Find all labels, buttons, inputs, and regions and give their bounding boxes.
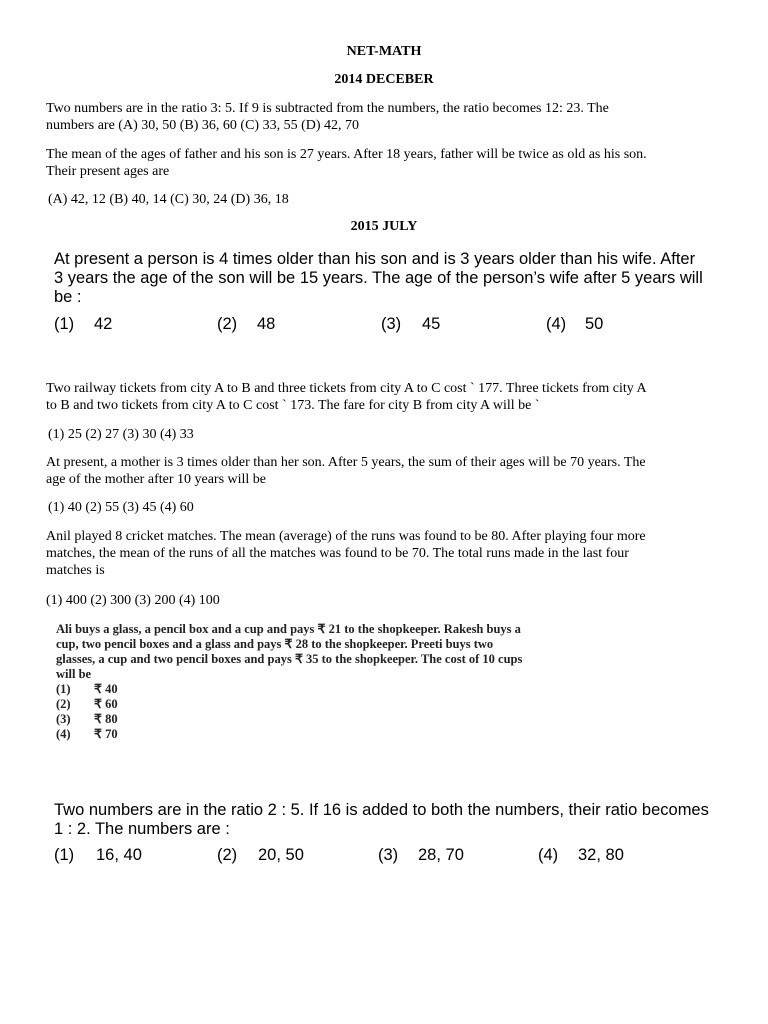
q7-option-2 [56,697,522,712]
q8-option-2-num: (2) [217,846,238,864]
q3-option-3-num: (3) [381,315,402,333]
question-1-line-2: numbers are (A) 30, 50 (B) 36, 60 (C) 33, 55 (D) 42, 70 [46,118,359,133]
question-5-line-2: age of the mother after 10 years will be [46,472,267,487]
session-heading-2015: 2015 JULY [350,219,418,234]
q7-option-4-value: ₹ 70 [94,727,118,741]
question-5 [46,454,646,488]
question-6-line-1: Anil played 8 cricket matches. The mean (average) of the runs was found to be 80. After playing four more [46,529,646,544]
question-6-line-2: matches, the mean of the runs of all the matches was found to be 70. The total runs made in the last four [46,546,629,561]
q7-option-1-num: (1) [56,682,71,696]
question-4-line-1: Two railway tickets from city A to B and three tickets from city A to C cost ` 177. Three tickets from city A [46,381,647,396]
q8-option-4-value: 32, 80 [578,846,624,864]
question-8-options [0,846,768,868]
question-4-options: (1) 25 (2) 27 (3) 30 (4) 33 [48,427,194,442]
question-5-line-1: At present, a mother is 3 times older than her son. After 5 years, the sum of their ages will be 70 years. The [46,455,646,470]
question-3-line-3: be : [54,288,82,306]
q7-option-2-value: ₹ 60 [94,697,118,711]
question-1-line-1: Two numbers are in the ratio 3: 5. If 9 is subtracted from the numbers, the ratio becomes 12: 23. The [46,101,609,116]
question-3 [54,250,703,307]
q7-option-3-num: (3) [56,712,71,726]
question-8-line-2: 1 : 2. The numbers are : [54,820,230,838]
q3-option-1-value: 42 [94,315,113,333]
q3-option-3-value: 45 [422,315,441,333]
question-2-options: (A) 42, 12 (B) 40, 14 (C) 30, 24 (D) 36, 18 [48,192,289,207]
q7-option-4-num: (4) [56,727,71,741]
q7-option-2-num: (2) [56,697,71,711]
question-8 [54,801,709,839]
q3-option-4-value: 50 [585,315,604,333]
question-2-line-2: Their present ages are [46,164,170,179]
question-5-options: (1) 40 (2) 55 (3) 45 (4) 60 [48,500,194,515]
question-7-line-2: cup, two pencil boxes and a glass and pays ₹ 28 to the shopkeeper. Preeti buys two [56,637,494,651]
q7-option-3 [56,712,522,727]
question-2-line-1: The mean of the ages of father and his son is 27 years. After 18 years, father will be twice as old as his son. [46,147,647,162]
question-8-line-1: Two numbers are in the ratio 2 : 5. If 16 is added to both the numbers, their ratio becomes [54,801,709,819]
session-heading-2014: 2014 DECEBER [334,72,434,87]
q7-option-3-value: ₹ 80 [94,712,118,726]
question-2 [46,146,647,180]
question-4 [46,380,647,414]
q3-option-4-num: (4) [546,315,567,333]
q3-option-2-num: (2) [217,315,238,333]
q3-option-2-value: 48 [257,315,276,333]
q8-option-3-num: (3) [378,846,399,864]
q8-option-3-value: 28, 70 [418,846,464,864]
question-7-line-4: will be [56,667,92,681]
question-4-line-2: to B and two tickets from city A to C cost ` 173. The fare for city B from city A will be ` [46,398,540,413]
q8-option-4-num: (4) [538,846,559,864]
q8-option-2-value: 20, 50 [258,846,304,864]
question-6-options: (1) 400 (2) 300 (3) 200 (4) 100 [46,593,220,608]
question-1 [46,100,609,134]
q8-option-1-num: (1) [54,846,75,864]
q7-option-1 [56,682,522,697]
question-3-line-1: At present a person is 4 times older than his son and is 3 years older than his wife. After [54,250,696,268]
q7-option-4 [56,727,522,742]
q8-option-1-value: 16, 40 [96,846,142,864]
question-3-line-2: 3 years the age of the son will be 15 years. The age of the person’s wife after 5 years will [54,269,703,287]
question-6-line-3: matches is [46,563,105,578]
question-3-options [0,315,768,337]
question-6 [46,528,646,579]
q7-option-1-value: ₹ 40 [94,682,118,696]
q3-option-1-num: (1) [54,315,75,333]
question-7 [56,622,522,742]
question-7-line-3: glasses, a cup and two pencil boxes and pays ₹ 35 to the shopkeeper. The cost of 10 cups [56,652,523,666]
subject-heading: NET-MATH [346,44,422,59]
question-7-line-1: Ali buys a glass, a pencil box and a cup and pays ₹ 21 to the shopkeeper. Rakesh buys a [56,622,521,636]
